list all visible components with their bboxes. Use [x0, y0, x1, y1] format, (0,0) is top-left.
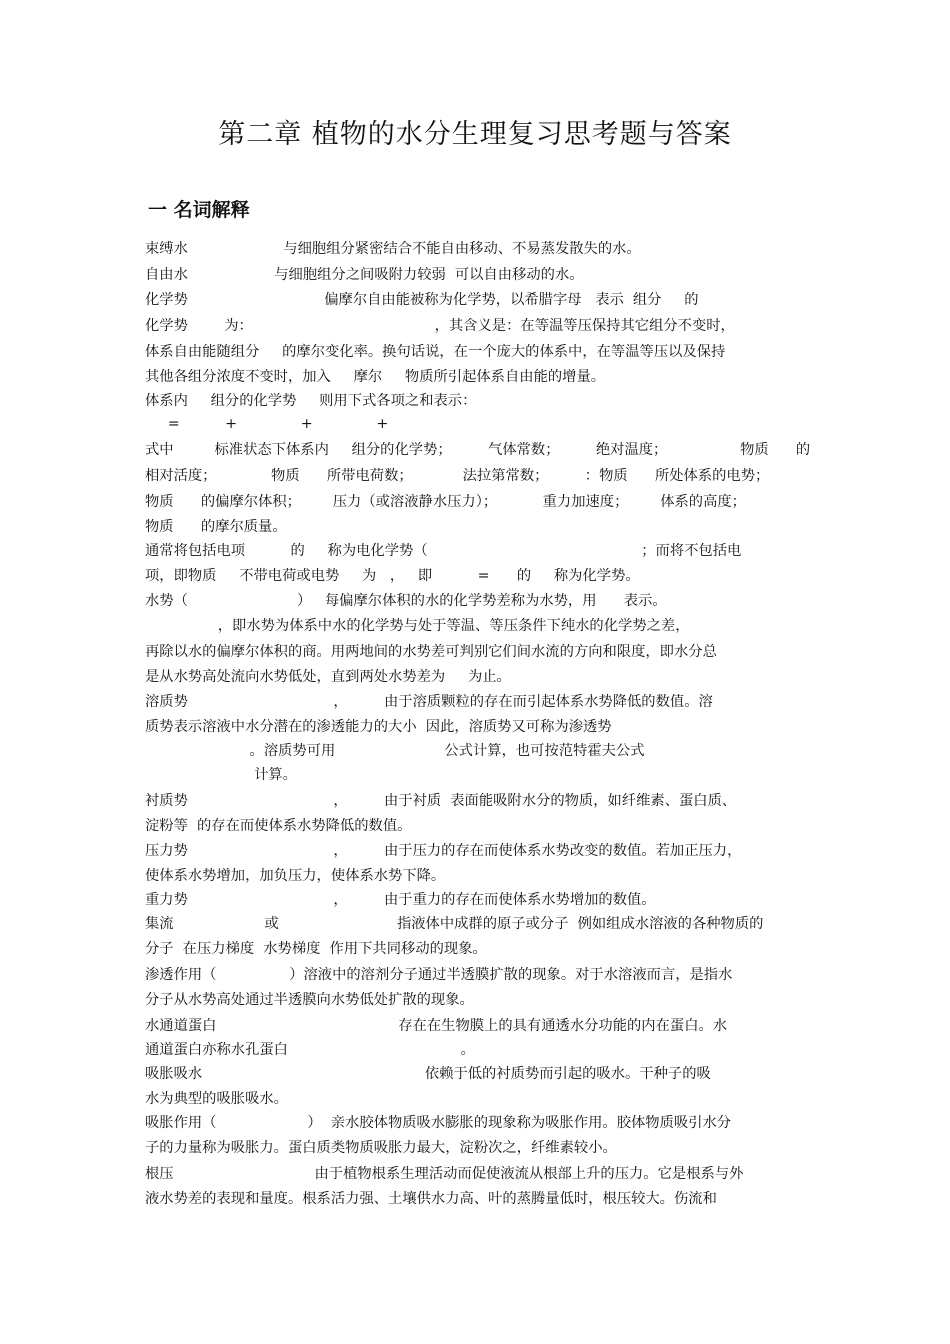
- body-line: 化学势 为： ，其含义是：在等温等压保持其它组分不变时，: [145, 318, 735, 334]
- body-line: 分子 在压力梯度 水势梯度 作用下共同移动的现象。: [145, 941, 487, 957]
- body-line: 化学势 偏摩尔自由能被称为化学势，以希腊字母 表示 组分 的: [145, 292, 699, 308]
- body-line: 渗透作用（ ）溶液中的溶剂分子通过半透膜扩散的现象。对于水溶液而言，是指水: [145, 967, 733, 983]
- body-line: 液水势差的表现和量度。根系活力强、土壤供水力高、叶的蒸腾量低时，根压较大。伤流和: [145, 1191, 717, 1207]
- body-line: 溶质势 ， 由于溶质颗粒的存在而引起体系水势降低的数值。溶: [145, 694, 713, 710]
- body-line: 其他各组分浓度不变时，加入 摩尔 物质所引起体系自由能的增量。: [145, 369, 606, 385]
- body-line: 质势表示溶液中水分潜在的渗透能力的大小 因此，溶质势又可称为渗透势: [145, 719, 612, 735]
- body-line: 衬质势 ， 由于衬质 表面能吸附水分的物质，如纤维素、蛋白质、: [145, 793, 737, 809]
- body-line: 相对活度； 物质 所带电荷数； 法拉第常数； ：物质 所处体系的电势；: [145, 468, 770, 484]
- body-line: 体系自由能随组分 的摩尔变化率。换句话说，在一个庞大的体系中，在等温等压以及保持: [145, 344, 726, 360]
- body-line: 物质 的偏摩尔体积； 压力（或溶液静水压力）； 重力加速度； 体系的高度；: [145, 494, 746, 510]
- body-line: 。溶质势可用 公式计算，也可按范特霍夫公式: [145, 743, 645, 759]
- body-line: 水为典型的吸胀吸水。: [145, 1091, 288, 1107]
- body-line: 使体系水势增加，加负压力，使体系水势下降。: [145, 868, 446, 884]
- body-line: 吸胀吸水 依赖于低的衬质势而引起的吸水。干种子的吸: [145, 1066, 711, 1082]
- body-line: 通道蛋白亦称水孔蛋白 。: [145, 1042, 475, 1058]
- body-line: 吸胀作用（ ） 亲水胶体物质吸水膨胀的现象称为吸胀作用。胶体物质吸引水分: [145, 1115, 732, 1131]
- body-line: 分子从水势高处通过半透膜向水势低处扩散的现象。: [145, 992, 474, 1008]
- body-line: 淀粉等 的存在而使体系水势降低的数值。: [145, 818, 412, 834]
- body-line: 子的力量称为吸胀力。蛋白质类物质吸胀力最大，淀粉次之，纤维素较小。: [145, 1140, 617, 1156]
- body-line: = + + +: [145, 416, 389, 432]
- body-line: 水势（ ） 每偏摩尔体积的水的化学势差称为水势，用 表示。: [145, 593, 667, 609]
- body-line: 计算。: [145, 767, 297, 783]
- section-heading: 一 名词解释: [148, 199, 250, 221]
- page-title: 第二章 植物的水分生理复习思考题与答案: [218, 119, 732, 150]
- body-line: 是从水势高处流向水势低处，直到两处水势差为 为止。: [145, 669, 511, 685]
- body-line: 集流 或 指液体中成群的原子或分子 例如组成水溶液的各种物质的: [145, 916, 764, 932]
- body-line: 重力势 ， 由于重力的存在而使体系水势增加的数值。: [145, 892, 656, 908]
- body-line: 压力势 ， 由于压力的存在而使体系水势改变的数值。若加正压力，: [145, 843, 742, 859]
- body-line: 体系内 组分的化学势 则用下式各项之和表示：: [145, 393, 477, 409]
- body-line: 束缚水 与细胞组分紧密结合不能自由移动、不易蒸发散失的水。: [145, 241, 641, 257]
- body-line: 项，即物质 不带电荷或电势 为 ， 即 = 的 称为化学势。: [145, 568, 640, 584]
- body-line: 物质 的摩尔质量。: [145, 519, 287, 535]
- body-line: 式中 标准状态下体系内 组分的化学势； 气体常数； 绝对温度； 物质 的: [145, 442, 810, 458]
- body-line: 自由水 与细胞组分之间吸附力较弱 可以自由移动的水。: [145, 267, 584, 283]
- body-line: 再除以水的偏摩尔体积的商。用两地间的水势差可判别它们间水流的方向和限度，即水分总: [145, 644, 717, 660]
- body-line: 水通道蛋白 存在在生物膜上的具有通透水分功能的内在蛋白。水: [145, 1018, 728, 1034]
- body-line: ，即水势为体系中水的化学势与处于等温、等压条件下纯水的化学势之差，: [145, 618, 690, 634]
- body-line: 通常将包括电项 的 称为电化学势（ ；而将不包括电: [145, 543, 742, 559]
- body-line: 根压 由于植物根系生理活动而促使液流从根部上升的压力。它是根系与外: [145, 1166, 744, 1182]
